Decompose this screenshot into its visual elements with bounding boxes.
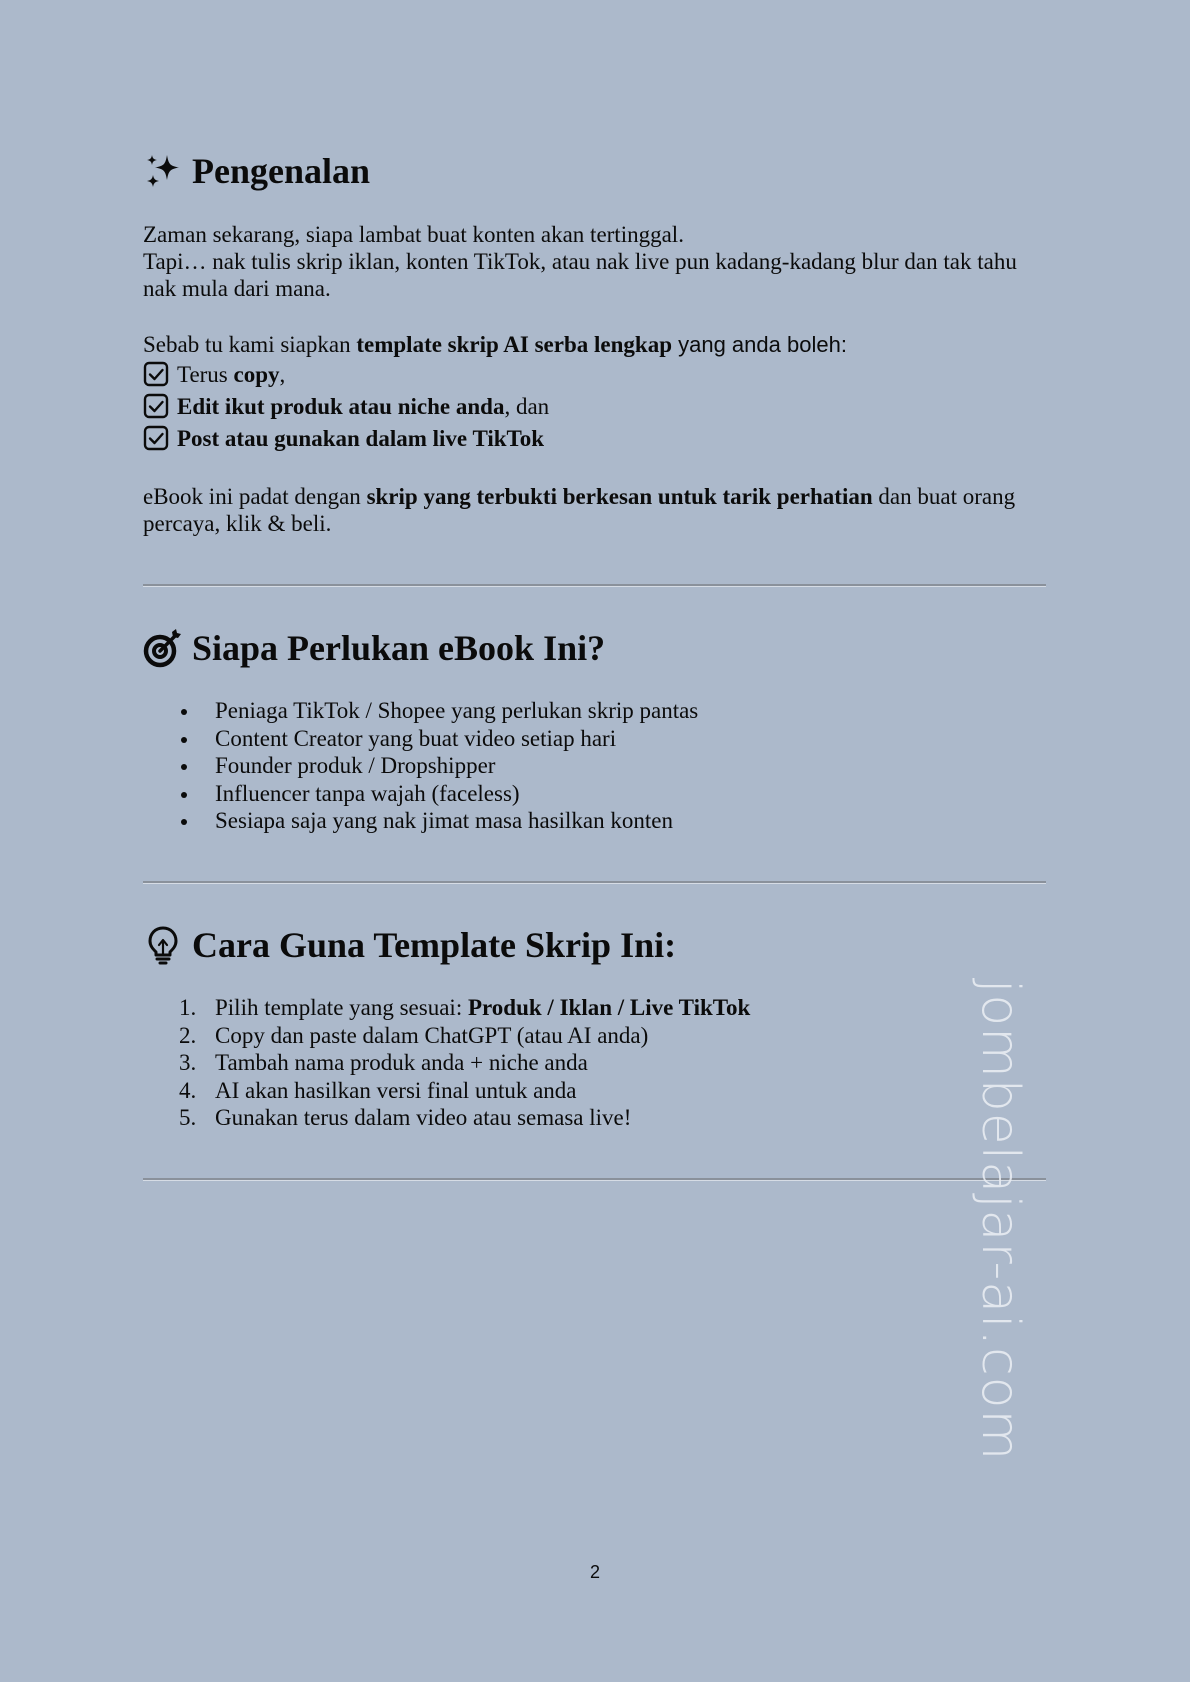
- section-heading-intro: [143, 151, 370, 191]
- heading-text: Siapa Perlukan eBook Ini?: [192, 628, 606, 668]
- intro-line-2: [143, 248, 1046, 302]
- closing-text-end: dan buat orang percaya, klik & beli.: [143, 484, 1016, 536]
- closing-line: [143, 483, 1046, 537]
- list-item: 2. Copy dan paste dalam ChatGPT (atau AI anda): [179, 1022, 649, 1048]
- checkbox-checked-icon: [143, 361, 169, 387]
- offer-bold: template skrip AI serba lengkap: [356, 332, 672, 357]
- heading-text: Pengenalan: [192, 151, 371, 191]
- offer-paragraph: [143, 331, 1046, 454]
- section-divider: [143, 1178, 1046, 1181]
- list-item: Founder produk / Dropshipper: [143, 752, 698, 780]
- intro-paragraph: [143, 221, 1046, 302]
- checklist-item: [143, 358, 1046, 390]
- checkbox-checked-icon: [143, 425, 169, 451]
- section-divider: [143, 584, 1046, 587]
- list-item: 1. Pilih template yang sesuai: Produk / Iklan / Live TikTok: [179, 995, 751, 1020]
- intro-line-1: Zaman sekarang, siapa lambat buat konten akan tertinggal.: [143, 222, 684, 247]
- watermark: jombelajar-ai.com: [970, 978, 1030, 1462]
- checklist-text: Terus copy,: [177, 361, 286, 387]
- section-heading-howto: [143, 925, 676, 965]
- intro-line-2-start: Tapi…: [143, 249, 213, 274]
- intro-line-2-rest: nak tulis skrip iklan, konten TikTok, atau nak live pun kadang-kadang blur dan tak tahu nak mula dari mana.: [143, 249, 1017, 301]
- offer-text: Sebab tu kami siapkan: [143, 332, 357, 357]
- offer-line: [143, 331, 1046, 358]
- audience-list: [143, 697, 698, 835]
- list-item: Content Creator yang buat video setiap hari: [143, 725, 698, 753]
- sparkles-icon: [143, 151, 183, 191]
- lightbulb-icon: [143, 925, 183, 965]
- checklist-text: Post atau gunakan dalam live TikTok: [177, 425, 545, 451]
- list-item: 4. AI akan hasilkan versi final untuk anda: [179, 1077, 577, 1103]
- checklist-text: Edit ikut produk atau niche anda, dan: [177, 393, 550, 419]
- list-item: Peniaga TikTok / Shopee yang perlukan skrip pantas: [143, 697, 698, 725]
- offer-text-end: yang anda boleh:: [672, 332, 847, 357]
- checklist-item: [143, 390, 1046, 422]
- section-divider: [143, 881, 1046, 884]
- target-icon: [143, 628, 183, 668]
- steps-list: [143, 994, 750, 1132]
- list-item: 5. Gunakan terus dalam video atau semasa live!: [179, 1105, 632, 1130]
- list-item: 3. Tambah nama produk anda + niche anda: [179, 1050, 588, 1075]
- closing-text: eBook ini padat dengan: [143, 484, 367, 509]
- list-item: Sesiapa saja yang nak jimat masa hasilkan konten: [143, 807, 698, 835]
- heading-text: Cara Guna Template Skrip Ini:: [192, 925, 677, 965]
- page-number: 2: [589, 1562, 600, 1582]
- closing-paragraph: [143, 483, 1046, 537]
- section-heading-audience: [143, 628, 605, 668]
- checklist-item: [143, 422, 1046, 454]
- checkbox-checked-icon: [143, 393, 169, 419]
- closing-bold: skrip yang terbukti berkesan untuk tarik perhatian: [366, 484, 873, 509]
- list-item: Influencer tanpa wajah (faceless): [143, 780, 698, 808]
